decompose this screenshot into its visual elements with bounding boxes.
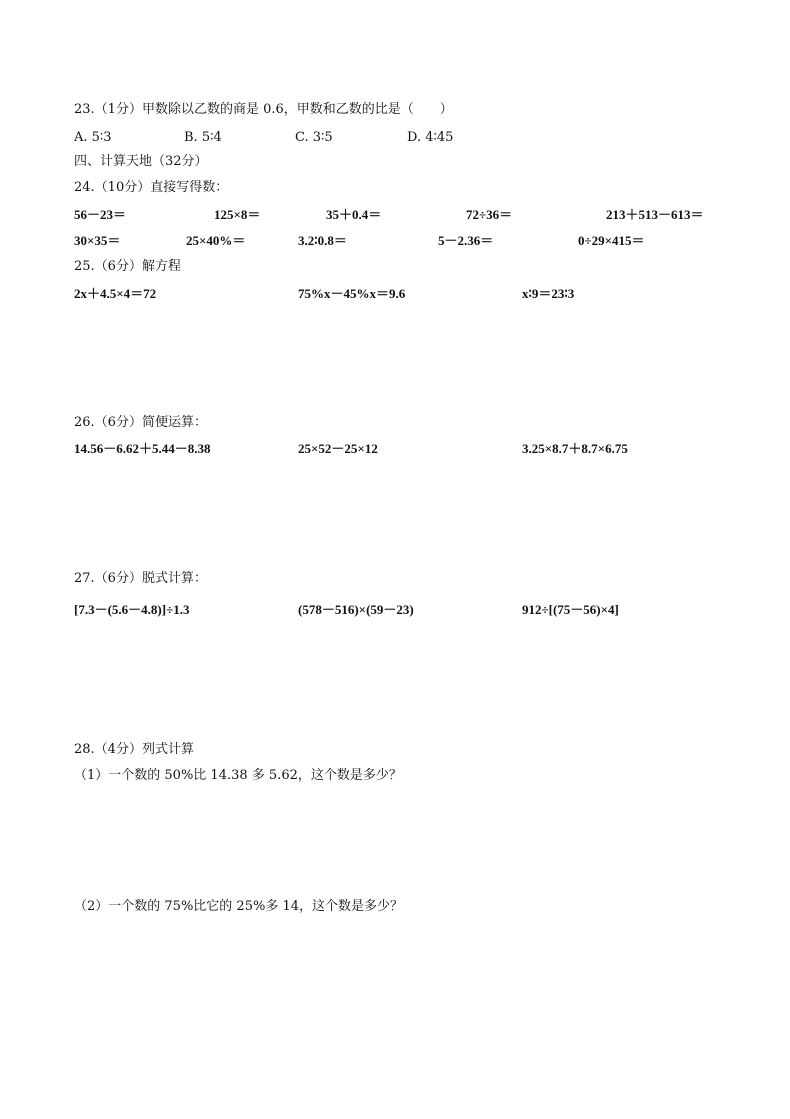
q24-r1-item4: 72÷36＝ xyxy=(466,207,513,222)
q28-stem: 28.（4分）列式计算 xyxy=(74,742,194,757)
q24-r2-item1: 30×35＝ xyxy=(74,233,121,248)
q26-expr1: 14.56－6.62＋5.44－8.38 xyxy=(74,441,211,456)
q26-expr2: 25×52－25×12 xyxy=(298,441,378,456)
q26-expr3: 3.25×8.7＋8.7×6.75 xyxy=(522,441,628,456)
q24-stem: 24.（10分）直接写得数： xyxy=(74,180,229,195)
q23-option-c: C. 3∶5 xyxy=(295,130,333,145)
q27-stem: 27.（6分）脱式计算： xyxy=(74,571,207,586)
q24-r1-item1: 56－23＝ xyxy=(74,207,127,222)
q28-sub2: （2）一个数的 75%比它的 25%多 14，这个数是多少？ xyxy=(74,899,403,914)
q27-expr1: [7.3－(5.6－4.8)]÷1.3 xyxy=(74,602,190,617)
q25-eq3: x∶9＝23∶3 xyxy=(522,286,575,301)
q25-eq1: 2x＋4.5×4＝72 xyxy=(74,286,157,301)
q23-option-a: A. 5∶3 xyxy=(74,130,112,145)
q24-r1-item3: 35＋0.4＝ xyxy=(326,207,382,222)
q24-r2-item3: 3.2∶0.8＝ xyxy=(298,233,347,248)
q25-eq2: 75%x－45%x＝9.6 xyxy=(298,286,406,301)
q24-r1-item2: 125×8＝ xyxy=(214,207,261,222)
q25-stem: 25.（6分）解方程 xyxy=(74,259,181,274)
q27-expr2: (578－516)×(59－23) xyxy=(298,602,414,617)
section-title: 四、计算天地（32分） xyxy=(74,154,208,169)
q23-option-d: D. 4∶45 xyxy=(407,130,454,145)
q23-stem: 23.（1分）甲数除以乙数的商是 0.6，甲数和乙数的比是（ ） xyxy=(74,102,453,117)
q24-r2-item4: 5－2.36＝ xyxy=(438,233,494,248)
q24-r2-item5: 0÷29×415＝ xyxy=(578,233,645,248)
q28-sub1: （1）一个数的 50%比 14.38 多 5.62，这个数是多少？ xyxy=(74,768,402,783)
q24-r1-item5: 213＋513－613＝ xyxy=(606,207,704,222)
q23-option-b: B. 5∶4 xyxy=(184,130,222,145)
q26-stem: 26.（6分）简便运算： xyxy=(74,415,207,430)
q24-r2-item2: 25×40%＝ xyxy=(186,233,246,248)
q27-expr3: 912÷[(75－56)×4] xyxy=(522,602,619,617)
